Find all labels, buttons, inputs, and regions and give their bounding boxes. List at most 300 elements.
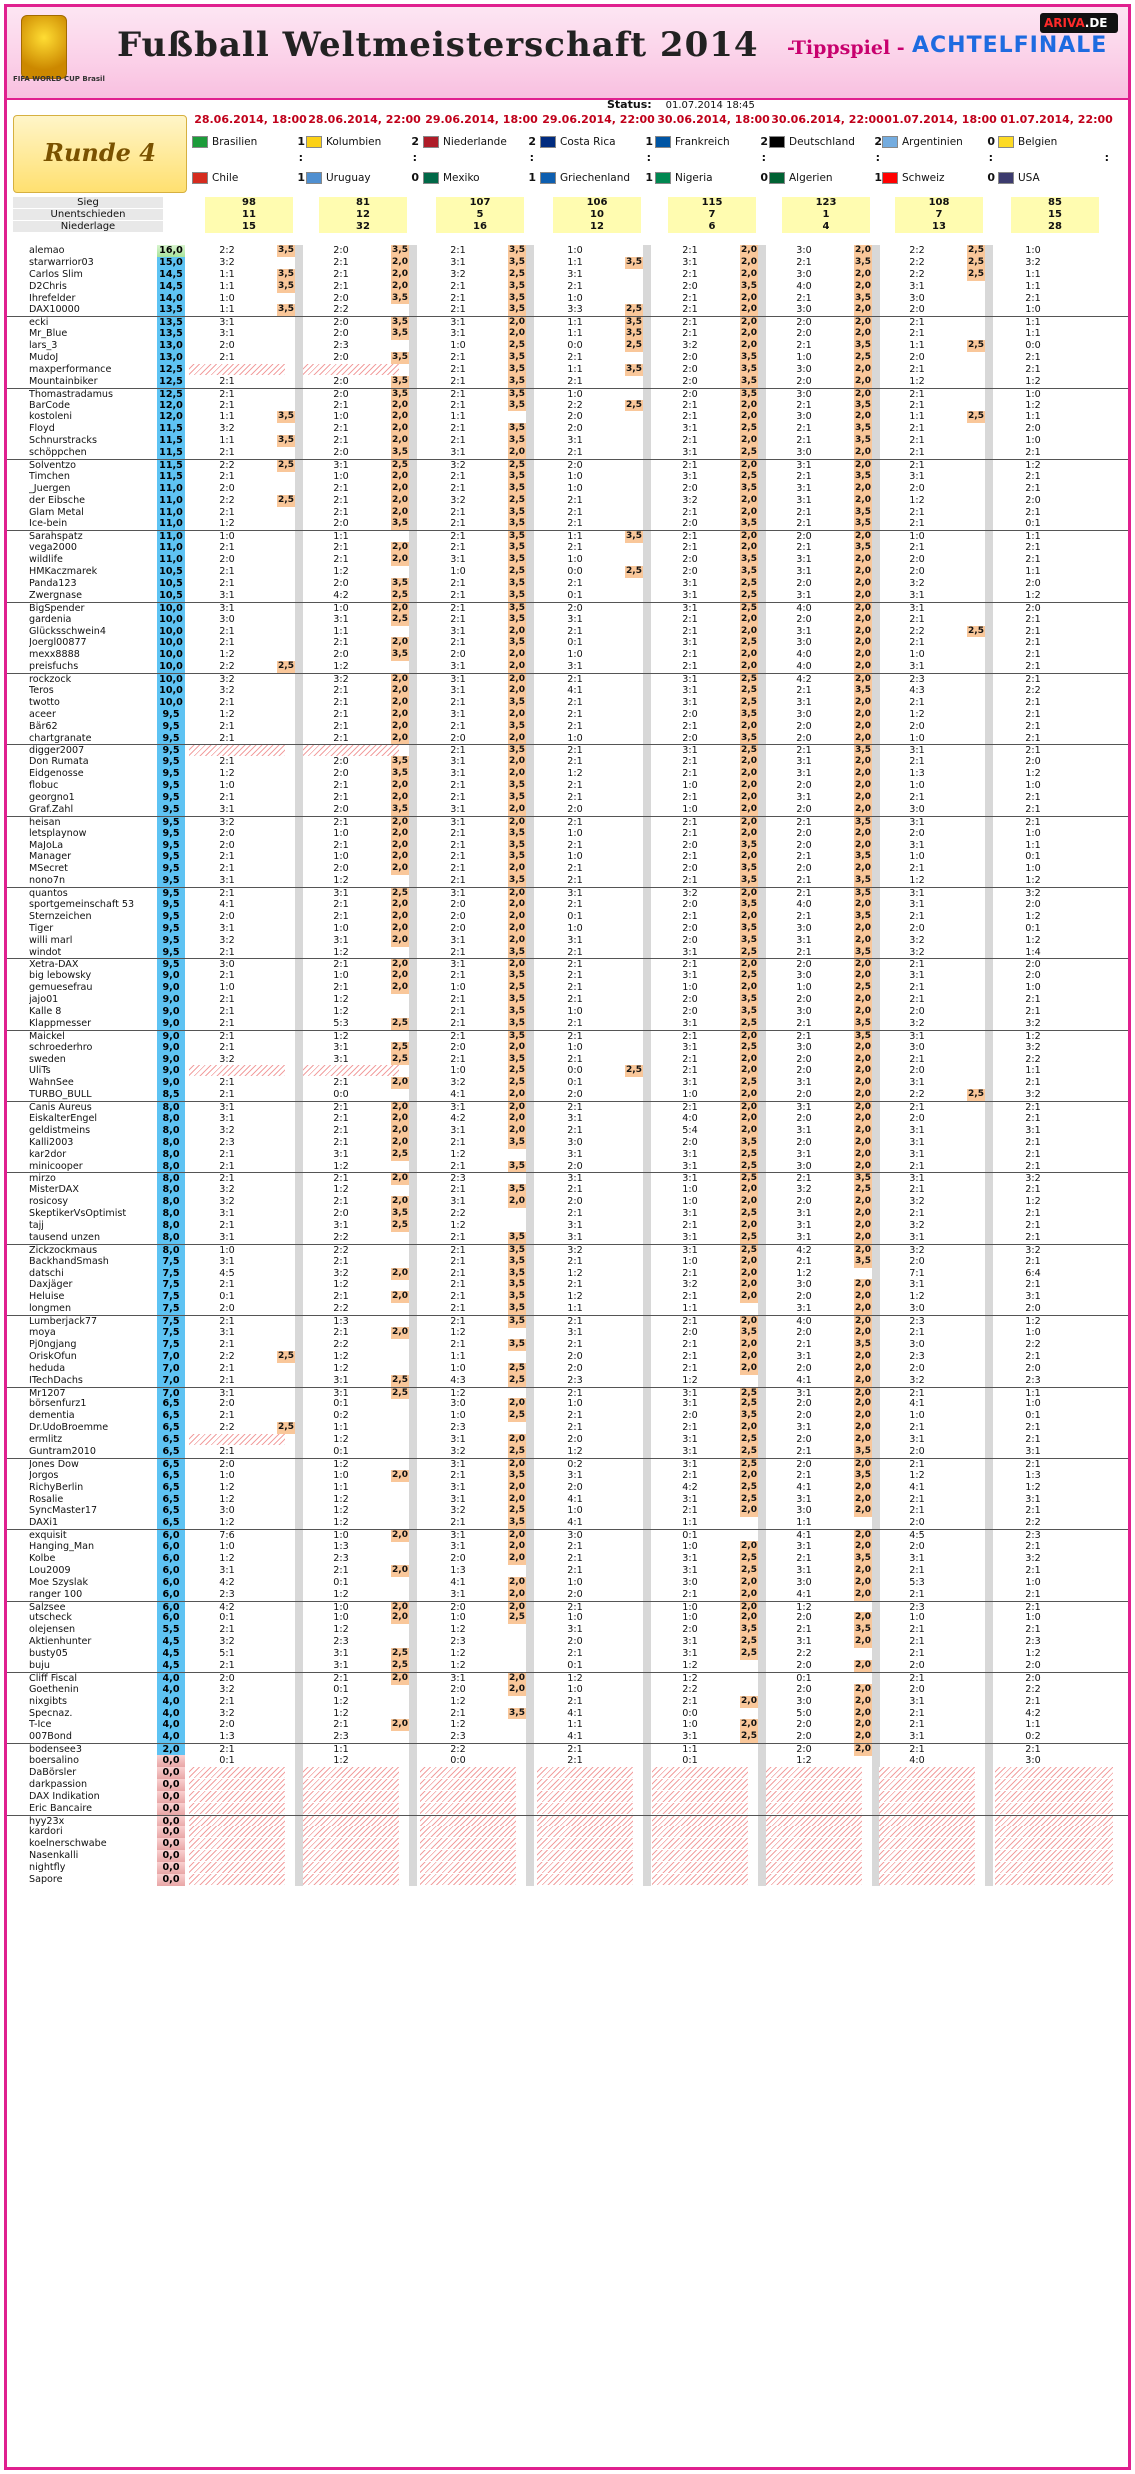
player-name[interactable]: HMKaczmarek: [29, 566, 98, 578]
tip-value: 3:0: [909, 803, 925, 815]
tip-points: 2,5: [509, 1505, 525, 1516]
player-name[interactable]: Xetra-DAX: [29, 959, 79, 971]
table-row: [7, 1422, 1128, 1434]
tip-points: 2,0: [741, 780, 757, 791]
column-divider: [872, 1553, 880, 1565]
column-divider: [643, 317, 651, 328]
player-name[interactable]: buju: [29, 1659, 50, 1671]
player-name[interactable]: nono7n: [29, 875, 66, 887]
tip-points: 2,0: [509, 816, 525, 827]
player-name[interactable]: Mountainbiker: [29, 375, 98, 387]
tip-value: 2:1: [796, 435, 812, 447]
player-name[interactable]: georgno1: [29, 791, 75, 803]
player-name[interactable]: olejensen: [29, 1624, 76, 1636]
player-name[interactable]: Kolbe: [29, 1552, 56, 1564]
player-name[interactable]: BackhandSmash: [29, 1255, 109, 1267]
player-name[interactable]: vega2000: [29, 542, 77, 554]
tip-points: 3,5: [509, 720, 525, 731]
player-name[interactable]: MSecret: [29, 863, 68, 875]
player-name[interactable]: Dr.UdoBroemme: [29, 1422, 109, 1434]
tip-points: 2,5: [741, 1208, 757, 1219]
player-points: 6,0: [157, 1530, 185, 1542]
column-divider: [872, 1446, 880, 1458]
player-name[interactable]: gemuesefrau: [29, 982, 93, 994]
table-row: [7, 768, 1128, 780]
player-name[interactable]: Kalle 8: [29, 1006, 62, 1017]
tip-points: 3,5: [741, 363, 757, 374]
tip-points: 2,0: [855, 1279, 871, 1290]
player-name[interactable]: preisfuchs: [29, 661, 79, 673]
tip-value: 1:0: [567, 827, 583, 839]
tip-value: 1:2: [1025, 910, 1041, 922]
column-divider: [985, 1161, 993, 1173]
player-name[interactable]: windot: [29, 946, 62, 958]
tip-value: 2:1: [333, 780, 349, 792]
player-name[interactable]: sportgemeinschaft 53: [29, 898, 135, 910]
player-points: 9,5: [157, 804, 185, 816]
tip-value: 2:1: [1025, 1624, 1041, 1636]
tip-points: 3,5: [626, 256, 642, 267]
player-name[interactable]: boersalino: [29, 1755, 79, 1767]
player-name[interactable]: Pj0ngjang: [29, 1338, 77, 1350]
column-divider: [872, 1482, 880, 1494]
column-divider: [295, 626, 303, 638]
column-divider: [643, 709, 651, 721]
tip-points: 3,5: [509, 1136, 525, 1147]
player-name[interactable]: Guntram2010: [29, 1445, 96, 1457]
player-name[interactable]: nightfly: [29, 1862, 66, 1874]
player-name[interactable]: chartgranate: [29, 732, 92, 744]
no-tip-hatch: [652, 1791, 748, 1802]
player-name[interactable]: ranger 100: [29, 1588, 83, 1600]
player-name[interactable]: Lumberjack77: [29, 1316, 98, 1328]
player-name[interactable]: Tiger: [29, 922, 54, 934]
player-name[interactable]: MisterDAX: [29, 1184, 79, 1196]
player-name[interactable]: ITechDachs: [29, 1374, 83, 1386]
player-name[interactable]: Panda123: [29, 577, 77, 589]
column-divider: [643, 483, 651, 495]
tip-value: 2:1: [450, 839, 466, 851]
column-divider: [526, 1719, 534, 1731]
player-name[interactable]: Joergl00877: [29, 637, 87, 649]
player-name[interactable]: 007Bond: [29, 1731, 72, 1743]
tip-value: 2:0: [333, 328, 349, 340]
column-divider: [295, 888, 303, 899]
tip-value: 3:2: [1025, 1173, 1041, 1185]
table-row: [7, 626, 1128, 638]
player-name[interactable]: lars_3: [29, 340, 58, 352]
tip-value: 2:0: [682, 898, 698, 910]
player-name[interactable]: Ice-bein: [29, 518, 68, 530]
column-divider: [985, 257, 993, 269]
player-name[interactable]: nixgibts: [29, 1695, 68, 1707]
tip-value: 3:1: [796, 756, 812, 768]
player-name[interactable]: quantos: [29, 888, 68, 900]
player-name[interactable]: Specnaz.: [29, 1707, 73, 1719]
player-name[interactable]: Don Rumata: [29, 756, 89, 768]
player-name[interactable]: jajo01: [29, 994, 59, 1006]
player-name[interactable]: alemao: [29, 245, 65, 256]
column-divider: [409, 317, 417, 328]
player-name[interactable]: Klappmesser: [29, 1017, 92, 1029]
player-name[interactable]: dementia: [29, 1410, 75, 1422]
column-divider: [643, 1327, 651, 1339]
player-name[interactable]: Timchen: [29, 470, 70, 482]
no-tip-hatch: [766, 1874, 862, 1885]
player-name[interactable]: mirzo: [29, 1173, 56, 1185]
table-row: [7, 495, 1128, 507]
column-divider: [643, 1541, 651, 1553]
tip-value: 2:1: [682, 851, 698, 863]
column-divider: [872, 1398, 880, 1410]
player-points: 8,5: [157, 1089, 185, 1101]
column-divider: [872, 1565, 880, 1577]
no-tip-hatch: [766, 1838, 862, 1849]
tip-points: 3,5: [509, 839, 525, 850]
player-points: 7,5: [157, 1279, 185, 1291]
player-name[interactable]: longmen: [29, 1303, 72, 1315]
column-divider: [758, 733, 766, 745]
player-name[interactable]: utscheck: [29, 1612, 72, 1624]
column-divider: [526, 756, 534, 768]
column-divider: [526, 970, 534, 982]
column-divider: [758, 423, 766, 435]
player-name[interactable]: heduda: [29, 1362, 66, 1374]
player-name[interactable]: Zickzockmaus: [29, 1244, 98, 1256]
column-divider: [758, 1208, 766, 1220]
column-divider: [295, 352, 303, 364]
player-name[interactable]: ermlitz: [29, 1434, 63, 1446]
tip-points: 3,5: [626, 531, 642, 542]
table-row: [7, 376, 1128, 388]
player-name[interactable]: moya: [29, 1327, 56, 1339]
player-name[interactable]: Bär62: [29, 720, 58, 732]
no-tip-hatch: [189, 1803, 285, 1814]
player-name[interactable]: MaJoLa: [29, 839, 64, 851]
player-name[interactable]: DAXi1: [29, 1517, 59, 1529]
column-divider: [985, 768, 993, 780]
no-tip-hatch: [303, 1779, 399, 1790]
tip-points: 2,0: [392, 1564, 408, 1575]
player-name[interactable]: Canis Aureus: [29, 1102, 92, 1114]
column-divider: [295, 1316, 303, 1327]
home-team: [769, 135, 888, 153]
column-divider: [985, 863, 993, 875]
tip-value: 3:1: [450, 1672, 466, 1684]
tip-value: 1:0: [796, 352, 812, 364]
tip-points: 2,0: [392, 720, 408, 731]
player-name[interactable]: busty05: [29, 1648, 68, 1660]
player-name[interactable]: BigSpender: [29, 602, 85, 614]
player-name[interactable]: Cliff Fiscal: [29, 1672, 77, 1684]
player-name[interactable]: schöppchen: [29, 447, 87, 459]
player-name[interactable]: darkpassion: [29, 1778, 88, 1790]
player-name[interactable]: Carlos Slim: [29, 268, 83, 280]
player-name[interactable]: big lebowsky: [29, 970, 92, 982]
ariva-logo[interactable]: [1040, 13, 1118, 33]
player-name[interactable]: TURBO_BULL: [29, 1089, 92, 1101]
player-name[interactable]: _Juergen: [29, 482, 71, 494]
player-name[interactable]: ecki: [29, 317, 49, 329]
player-name[interactable]: hyy23x: [29, 1815, 65, 1827]
column-divider: [985, 1850, 993, 1862]
no-tip-hatch: [995, 1850, 1113, 1861]
player-name[interactable]: T-Ice: [29, 1719, 52, 1731]
player-name[interactable]: Maickel: [29, 1030, 65, 1042]
tip-points: 2,0: [392, 1291, 408, 1302]
column-divider: [526, 875, 534, 887]
tip-value: 1:0: [682, 1612, 698, 1624]
player-name[interactable]: MudoJ: [29, 352, 59, 364]
page-subtitle: -Tippspiel -: [787, 37, 905, 59]
player-name[interactable]: Glücksschwein4: [29, 625, 106, 637]
player-name[interactable]: SkeptikerVsOptimist: [29, 1208, 127, 1220]
player-name[interactable]: DAX10000: [29, 304, 80, 316]
table-row: [7, 245, 1128, 257]
column-divider: [872, 1612, 880, 1624]
score-separator: :: [1104, 151, 1109, 164]
column-divider: [526, 352, 534, 364]
player-name[interactable]: gardenia: [29, 613, 72, 625]
player-points: 10,0: [157, 685, 185, 697]
player-name[interactable]: Aktienhunter: [29, 1636, 92, 1648]
player-name[interactable]: börsenfurz1: [29, 1398, 87, 1410]
column-divider: [409, 1816, 417, 1827]
tip-points: 2,0: [855, 1102, 871, 1113]
player-name[interactable]: Mr1207: [29, 1387, 66, 1399]
player-name[interactable]: Eidgenosse: [29, 768, 84, 780]
player-name[interactable]: datschi: [29, 1267, 64, 1279]
tip-points: 2,5: [741, 1445, 757, 1456]
column-divider: [295, 1125, 303, 1137]
column-divider: [985, 1388, 993, 1399]
player-name[interactable]: Rosalie: [29, 1493, 64, 1505]
tip-value: 2:1: [219, 1148, 235, 1160]
column-divider: [985, 792, 993, 804]
table-row: [7, 459, 1128, 471]
player-name[interactable]: tajj: [29, 1220, 44, 1232]
player-name[interactable]: sweden: [29, 1053, 66, 1065]
column-divider: [526, 471, 534, 483]
player-name[interactable]: Thomastradamus: [29, 388, 114, 400]
column-divider: [643, 1791, 651, 1803]
player-name[interactable]: aceer: [29, 708, 56, 720]
player-name[interactable]: Sapore: [29, 1874, 63, 1886]
tip-value: 3:1: [450, 1124, 466, 1136]
column-divider: [295, 1339, 303, 1351]
player-name[interactable]: schroederhro: [29, 1041, 93, 1053]
tip-value: 3:1: [909, 1434, 925, 1446]
tip-value: 1:2: [1025, 1316, 1041, 1328]
tip-value: 2:1: [567, 745, 583, 757]
player-name[interactable]: Sarahspatz: [29, 531, 83, 543]
player-name[interactable]: Goethenin: [29, 1683, 79, 1695]
tip-value: 3:2: [219, 256, 235, 268]
tip-points: 2,5: [741, 1434, 757, 1445]
tip-value: 2:1: [333, 1672, 349, 1684]
player-points: 7,5: [157, 1303, 185, 1315]
player-name[interactable]: Salzsee: [29, 1601, 66, 1613]
player-name[interactable]: Manager: [29, 851, 72, 863]
tip-value: 3:2: [682, 494, 698, 506]
tip-value: 1:1: [1025, 280, 1041, 292]
player-name[interactable]: wildlife: [29, 554, 63, 566]
tip-points: 3,5: [278, 435, 294, 446]
column-divider: [295, 970, 303, 982]
player-name[interactable]: exquisit: [29, 1530, 67, 1542]
no-tip-hatch: [652, 1816, 748, 1827]
player-name[interactable]: Hanging_Man: [29, 1541, 95, 1553]
player-name[interactable]: twotto: [29, 696, 60, 708]
player-points: 4,5: [157, 1660, 185, 1672]
player-name[interactable]: OriskOfun: [29, 1350, 77, 1362]
column-divider: [872, 1161, 880, 1173]
column-divider: [758, 923, 766, 935]
tip-points: 2,0: [855, 1434, 871, 1445]
player-name[interactable]: kostoleni: [29, 411, 73, 423]
player-points: 8,0: [157, 1196, 185, 1208]
player-name[interactable]: EiskalterEngel: [29, 1113, 98, 1125]
table-row: [7, 352, 1128, 364]
column-divider: [643, 1862, 651, 1874]
tip-value: 3:1: [909, 1148, 925, 1160]
player-name[interactable]: BarCode: [29, 399, 70, 411]
player-name[interactable]: geldistmeins: [29, 1124, 91, 1136]
tip-points: 2,5: [509, 340, 525, 351]
player-name[interactable]: Floyd: [29, 423, 55, 435]
player-name[interactable]: rockzock: [29, 674, 72, 686]
player-name[interactable]: Nasenkalli: [29, 1850, 79, 1862]
player-name[interactable]: Heluise: [29, 1291, 65, 1303]
player-name[interactable]: DAX Indikation: [29, 1790, 100, 1802]
player-name[interactable]: Lou2009: [29, 1564, 71, 1576]
tip-value: 3:1: [796, 1541, 812, 1553]
player-name[interactable]: SyncMaster17: [29, 1505, 98, 1517]
player-name[interactable]: Zwergnase: [29, 589, 83, 601]
tip-value: 3:1: [682, 1148, 698, 1160]
column-divider: [526, 1351, 534, 1363]
player-points: 8,0: [157, 1149, 185, 1161]
player-name[interactable]: Jones Dow: [29, 1458, 79, 1470]
player-points: 9,0: [157, 994, 185, 1006]
tip-value: 2:2: [1025, 1053, 1041, 1065]
tip-points: 2,0: [855, 649, 871, 660]
tip-value: 2:1: [1025, 661, 1041, 673]
player-name[interactable]: Sternzeichen: [29, 910, 92, 922]
player-name[interactable]: digger2007: [29, 745, 85, 757]
player-name[interactable]: D2Chris: [29, 280, 67, 292]
player-name[interactable]: rosicosy: [29, 1196, 69, 1208]
tip-points: 3,5: [741, 554, 757, 565]
column-divider: [295, 851, 303, 863]
player-name[interactable]: koelnerschwabe: [29, 1838, 107, 1850]
tip-points: 3,5: [509, 304, 525, 315]
no-tip-hatch: [766, 1850, 862, 1861]
column-divider: [526, 1755, 534, 1767]
column-divider: [526, 1779, 534, 1791]
column-divider: [409, 817, 417, 828]
tip-value: 1:0: [219, 292, 235, 304]
tip-value: 1:0: [333, 827, 349, 839]
tip-value: 1:1: [567, 363, 583, 375]
player-name[interactable]: Graf.Zahl: [29, 803, 74, 815]
player-name[interactable]: kar2dor: [29, 1148, 67, 1160]
player-name[interactable]: bodensee3: [29, 1744, 82, 1756]
player-name[interactable]: Solventzo: [29, 460, 76, 472]
tip-points: 2,0: [855, 959, 871, 970]
tip-value: 2:1: [450, 1267, 466, 1279]
away-goals: 1: [528, 171, 536, 184]
tip-value: 2:0: [567, 602, 583, 614]
player-name[interactable]: mexx8888: [29, 649, 80, 661]
column-divider: [526, 1874, 534, 1886]
tip-value: 1:2: [1025, 1481, 1041, 1493]
player-name[interactable]: Teros: [29, 684, 54, 696]
player-name[interactable]: Moe Szyslak: [29, 1576, 89, 1588]
player-name[interactable]: UliTs: [29, 1065, 51, 1077]
player-points: 10,0: [157, 649, 185, 661]
player-name[interactable]: willi marl: [29, 934, 73, 946]
tip-points: 3,5: [855, 745, 871, 756]
tip-value: 2:1: [682, 756, 698, 768]
column-divider: [872, 840, 880, 852]
player-name[interactable]: Mr_Blue: [29, 328, 68, 340]
tip-value: 3:1: [450, 1588, 466, 1600]
tip-points: 2,0: [741, 399, 757, 410]
player-name[interactable]: Glam Metal: [29, 506, 84, 518]
column-divider: [872, 1470, 880, 1482]
player-name[interactable]: RichyBerlin: [29, 1481, 84, 1493]
player-name[interactable]: Schnurstracks: [29, 435, 97, 447]
tip-value: 2:1: [450, 602, 466, 614]
player-name[interactable]: minicooper: [29, 1160, 83, 1172]
player-name[interactable]: flobuc: [29, 780, 59, 792]
player-name[interactable]: der Eibsche: [29, 494, 86, 506]
tip-points: 3,5: [741, 875, 757, 886]
tip-value: 2:0: [450, 732, 466, 744]
player-name[interactable]: kardori: [29, 1826, 63, 1838]
tip-value: 2:1: [450, 1017, 466, 1029]
player-name[interactable]: tausend unzen: [29, 1231, 101, 1243]
table-row: [7, 982, 1128, 994]
player-points: 6,5: [157, 1410, 185, 1422]
tip-value: 3:2: [909, 946, 925, 958]
tip-value: 2:0: [909, 1362, 925, 1374]
player-name[interactable]: starwarrior03: [29, 256, 94, 268]
column-divider: [643, 959, 651, 970]
stat-value: 98: [205, 197, 293, 209]
player-name[interactable]: Daxjäger: [29, 1279, 73, 1291]
player-name[interactable]: maxperformance: [29, 363, 112, 375]
tip-value: 2:1: [450, 1517, 466, 1529]
column-divider: [295, 1708, 303, 1720]
player-name[interactable]: heisan: [29, 816, 61, 828]
tip-points: 2,0: [855, 780, 871, 791]
player-name[interactable]: Jorgos: [29, 1469, 59, 1481]
player-name[interactable]: letsplaynow: [29, 827, 87, 839]
column-divider: [295, 1779, 303, 1791]
column-divider: [758, 875, 766, 887]
tip-points: 2,0: [855, 304, 871, 315]
player-name[interactable]: WahnSee: [29, 1077, 74, 1089]
player-name[interactable]: Kalli2003: [29, 1136, 74, 1148]
player-name[interactable]: Ihrefelder: [29, 292, 76, 304]
tip-points: 2,0: [855, 328, 871, 339]
player-name[interactable]: DaBörsler: [29, 1767, 77, 1778]
player-name[interactable]: Eric Bancaire: [29, 1802, 92, 1814]
tip-value: 2:1: [219, 720, 235, 732]
column-divider: [985, 1422, 993, 1434]
